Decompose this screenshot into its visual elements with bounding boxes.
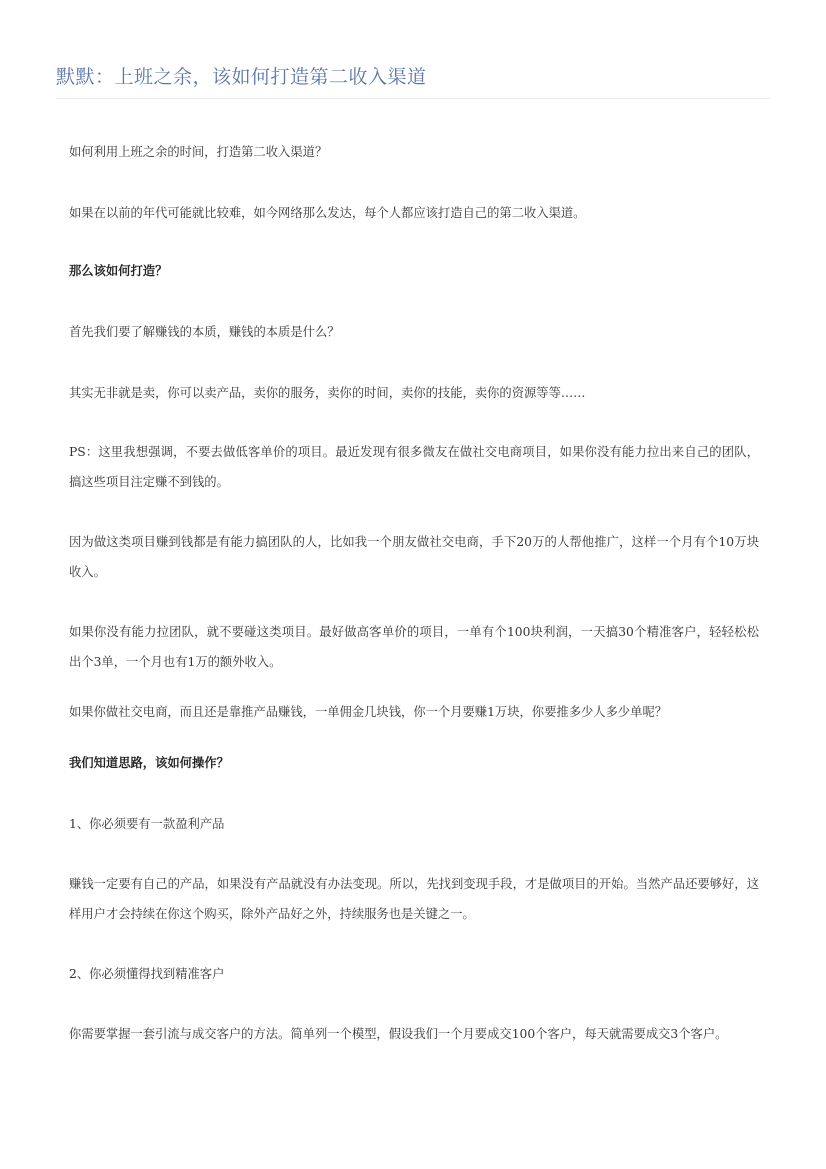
paragraph-commission: 如果你做社交电商，而且还是靠推产品赚钱，一单佣金几块钱，你一个月要赚1万块，你要推多少人多少单呢？	[69, 705, 668, 719]
paragraph-customers: 你需要掌握一套引流与成交客户的方法。简单列一个模型，假设我们一个月要成交100个客户，每天就需要成交3个客户。	[69, 1027, 728, 1041]
paragraph-team: 因为做这类项目赚到钱都是有能力搞团队的人，比如我一个朋友做社交电商，手下20万的人帮他推广，这样一个月有个10万块收入。	[69, 535, 759, 579]
paragraph-product: 赚钱一定要有自己的产品，如果没有产品就没有办法变现。所以，先找到变现手段，才是做项目的开始。当然产品还要够好，这样用户才会持续在你这个购买，除外产品好之外，持续服务也是关键之一。	[69, 877, 759, 921]
list-item-customers-heading: 2、你必须懂得找到精准客户	[69, 967, 225, 981]
list-item-product-heading: 1、你必须要有一款盈利产品	[69, 817, 225, 831]
paragraph-ps: PS：这里我想强调，不要去做低客单价的项目。最近发现有很多微友在做社交电商项目，如果你没有能力拉出来自己的团队，搞这些项目注定赚不到钱的。	[69, 445, 759, 489]
section-heading-how: 那么该如何打造？	[69, 263, 168, 278]
paragraph-high-ticket: 如果你没有能力拉团队，就不要碰这类项目。最好做高客单价的项目，一单有个100块利润，一天搞30个精准客户，轻轻松松出个3单，一个月也有1万的额外收入。	[69, 625, 759, 669]
paragraph-intro-question: 如何利用上班之余的时间，打造第二收入渠道？	[69, 145, 328, 159]
paragraph-selling: 其实无非就是卖，你可以卖产品，卖你的服务，卖你的时间，卖你的技能，卖你的资源等等……	[69, 386, 586, 400]
article-title: 默默：上班之余，该如何打造第二收入渠道	[56, 66, 427, 88]
paragraph-essence-question: 首先我们要了解赚钱的本质，赚钱的本质是什么？	[69, 325, 340, 339]
paragraph-background: 如果在以前的年代可能就比较难，如今网络那么发达，每个人都应该打造自己的第二收入渠道。	[69, 206, 586, 220]
title-divider	[56, 98, 770, 99]
section-heading-operate: 我们知道思路，该如何操作？	[69, 755, 229, 770]
